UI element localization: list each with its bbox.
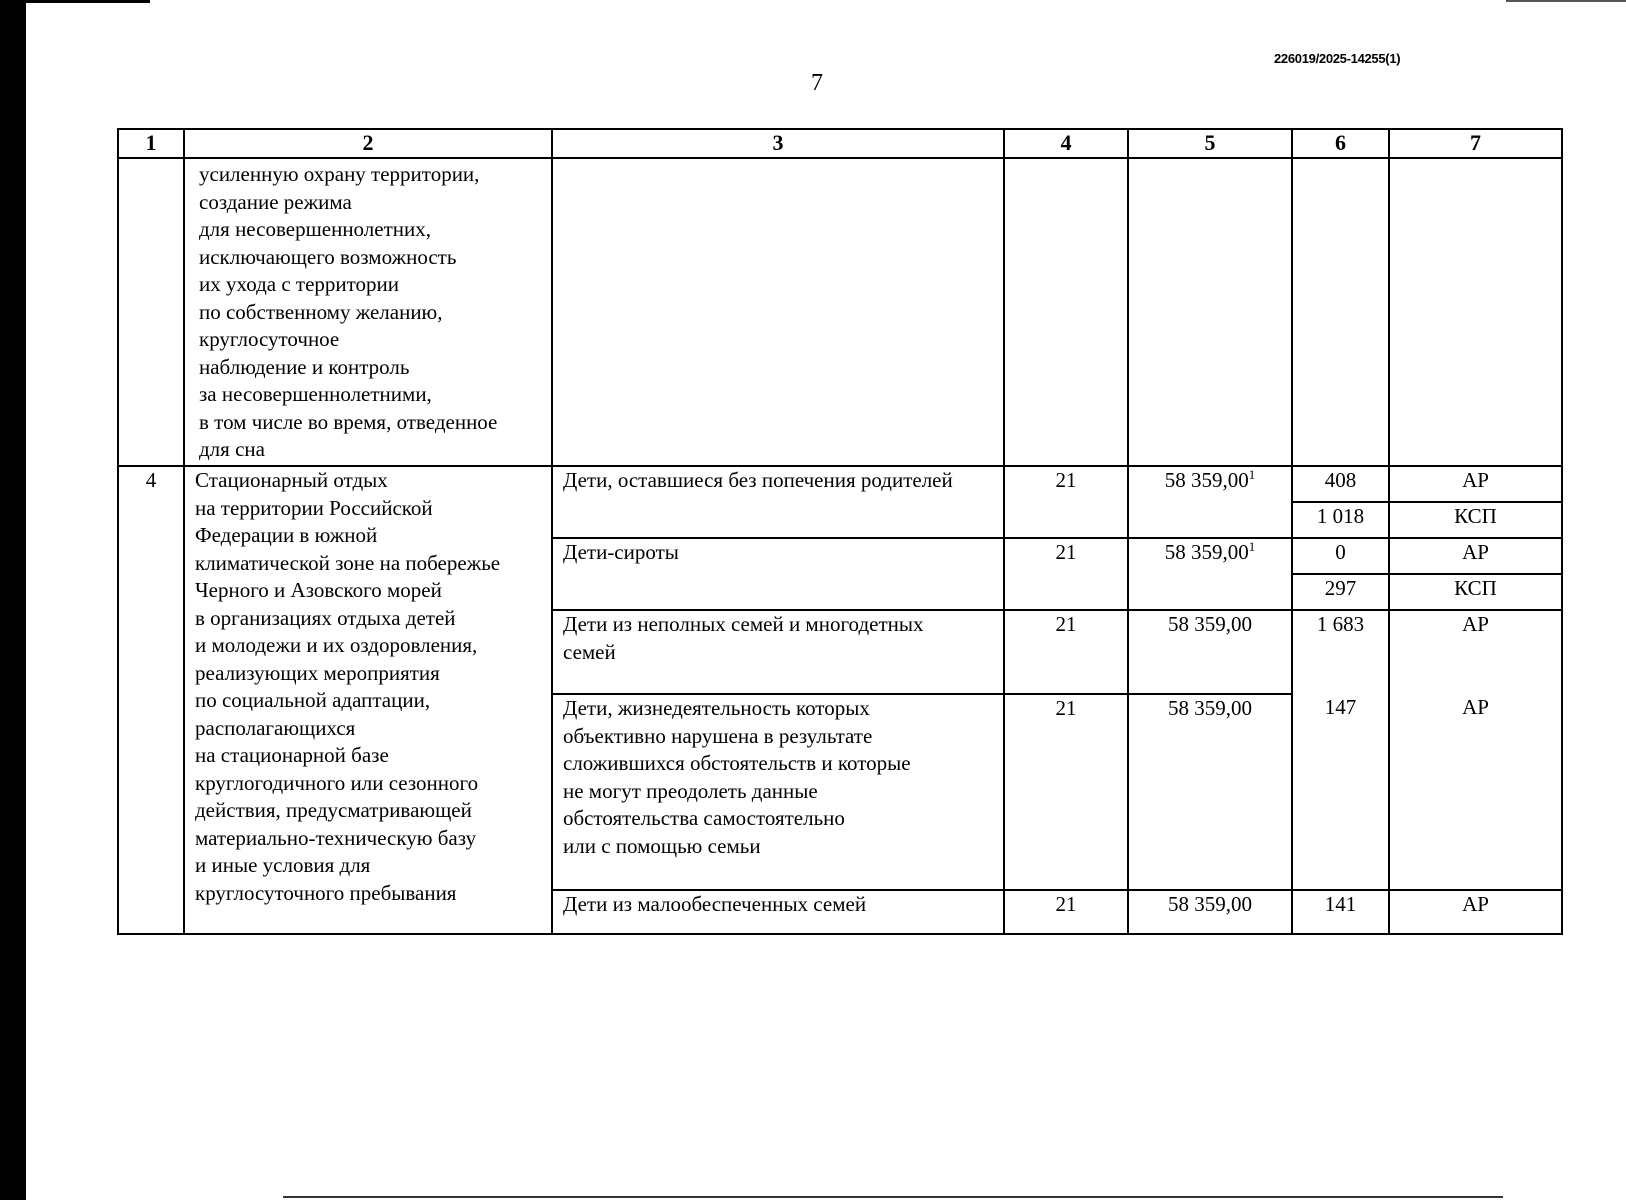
source-cell: КСП xyxy=(1389,502,1562,538)
document-number: 226019/2025-14255(1) xyxy=(1274,51,1401,66)
footer-rule xyxy=(283,1196,1503,1198)
column-header: 2 xyxy=(184,129,552,158)
scan-artifact-line xyxy=(1506,0,1626,2)
count-cell: 1 018 xyxy=(1292,502,1389,538)
days-cell: 21 xyxy=(1004,694,1128,890)
days-cell: 21 xyxy=(1004,610,1128,694)
days-cell: 21 xyxy=(1004,466,1128,538)
column-header: 5 xyxy=(1128,129,1292,158)
cost-cell: 58 359,00$^1$ xyxy=(1128,538,1292,610)
page-number: 7 xyxy=(811,70,823,96)
category-cell: Дети из неполных семей и многодетных семей xyxy=(552,610,1004,694)
column-header: 6 xyxy=(1292,129,1389,158)
days-cell: 21 xyxy=(1004,538,1128,610)
source-cell: АР xyxy=(1389,610,1562,694)
category-cell: Дети из малообеспеченных семей xyxy=(552,890,1004,934)
scan-artifact-line xyxy=(0,0,150,3)
count-cell: 408 xyxy=(1292,466,1389,502)
cell-number xyxy=(118,158,184,466)
header-row xyxy=(118,129,1562,158)
column-header: 1 xyxy=(118,129,184,158)
source-cell: АР xyxy=(1389,694,1562,890)
column-header: 4 xyxy=(1004,129,1128,158)
source-cell: КСП xyxy=(1389,574,1562,610)
table-row xyxy=(118,466,1562,502)
item-number: 4 xyxy=(118,466,184,934)
count-cell: 141 xyxy=(1292,890,1389,934)
footnote-marker: 1 xyxy=(1248,467,1256,482)
column-header: 7 xyxy=(1389,129,1562,158)
count-cell: 1 683 xyxy=(1292,610,1389,694)
category-cell: Дети, оставшиеся без попечения родителей xyxy=(552,466,1004,538)
category-cell: Дети-сироты xyxy=(552,538,1004,610)
data-table xyxy=(117,128,1563,935)
cost-cell: 58 359,00$^1$ xyxy=(1128,466,1292,538)
source-cell: АР xyxy=(1389,466,1562,502)
source-cell: АР xyxy=(1389,538,1562,574)
count-cell: 147 xyxy=(1292,694,1389,890)
cost-cell: 58 359,00 xyxy=(1128,694,1292,890)
days-cell: 21 xyxy=(1004,890,1128,934)
count-cell: 297 xyxy=(1292,574,1389,610)
count-cell: 0 xyxy=(1292,538,1389,574)
column-header: 3 xyxy=(552,129,1004,158)
cost-cell: 58 359,00 xyxy=(1128,890,1292,934)
item-description: Стационарный отдых на территории Российской Федерации в южной климатической зоне на побережье Черного и Азовского морей в организациях отдыха детей и молодежи и их оздоровления, реализующих мероприятия по социальной адаптации, располагающихся на стационарной базе круглогодичного или сезонного действия, предусматривающей материально-техническую базу и иные условия для круглосуточного пребывания xyxy=(184,466,552,934)
footnote-marker: 1 xyxy=(1248,539,1256,554)
scan-edge xyxy=(0,0,26,1200)
category-cell: Дети, жизнедеятельность которых объективно нарушена в результате сложившихся обстоятельств и которые не могут преодолеть данные обстоятельства самостоятельно или с помощью семьи xyxy=(552,694,1004,890)
continuation-text: усиленную охрану территории, создание режима для несовершеннолетних, исключающего возможность их ухода с территории по собственному желанию, круглосуточное наблюдение и контроль за несовершеннолетними, в том числе во время, отведенное для сна xyxy=(184,158,552,466)
cost-cell: 58 359,00 xyxy=(1128,610,1292,694)
table-row-continuation xyxy=(118,158,1562,466)
source-cell: АР xyxy=(1389,890,1562,934)
